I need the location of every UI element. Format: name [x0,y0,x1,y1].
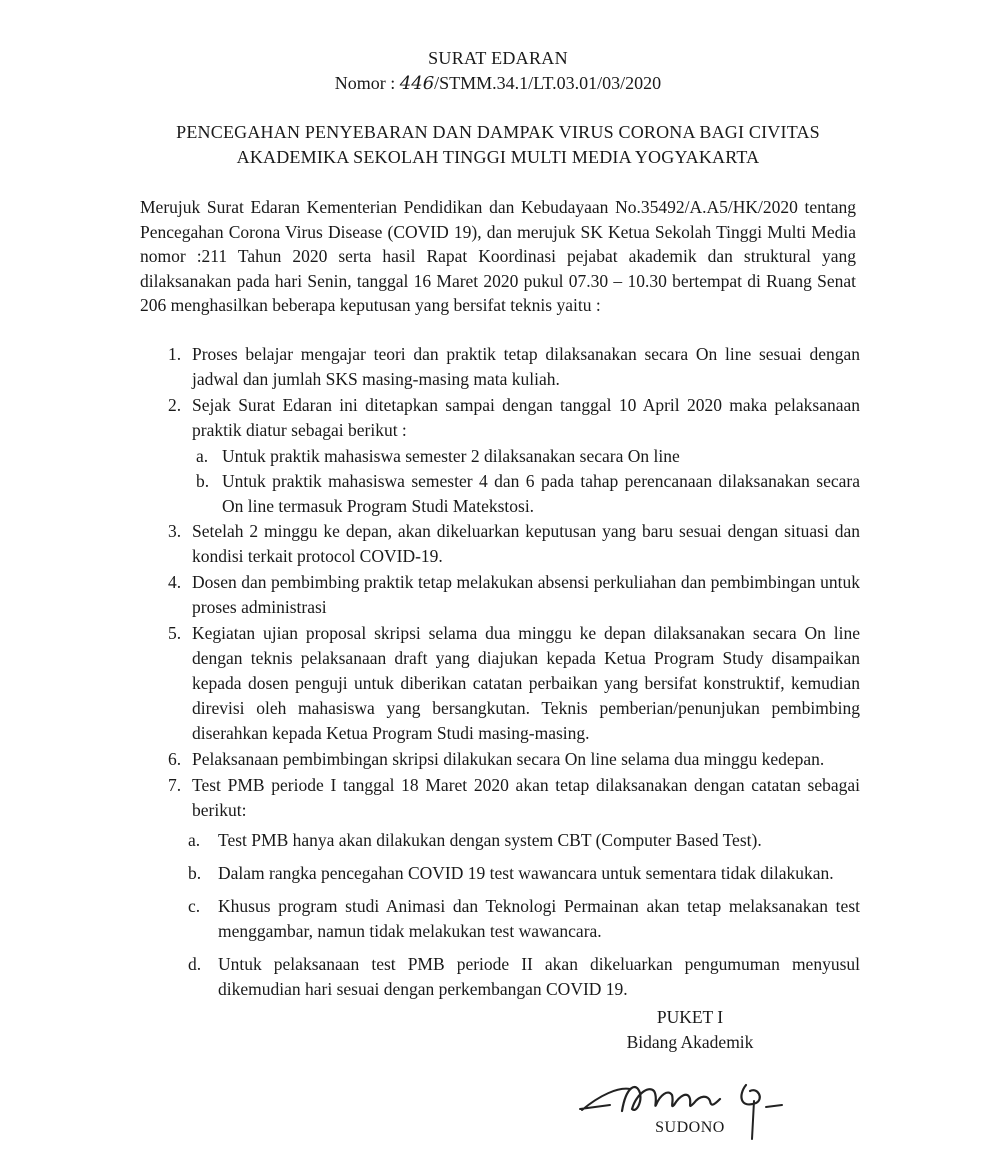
sub-item-letter: c. [188,896,201,916]
item-number: 4. [168,572,182,592]
document-subject [150,120,846,170]
document-number-prefix: Nomor : [334,73,400,93]
intro-paragraph: Merujuk Surat Edaran Kementerian Pendidikan dan Kebudayaan No.35492/A.A5/HK/2020 tentang Pencegahan Corona Virus Disease (COVID 19), dan merujuk SK Ketua Sekolah Tinggi Multi Media nomor :211 Tahun 2020 serta hasil Rapat Koordinasi pejabat akademik dan struktural yang dilaksanakan pada hari Senin, tanggal 16 Maret 2020 pukul 07.30 – 10.30 bertempat di Ruang Senat 206 menghasilkan beberapa keputusan yang bersifat teknis yaitu : [140,197,856,315]
item-number: 6. [168,749,182,769]
subject-line-2: AKADEMIKA SEKOLAH TINGGI MULTI MEDIA YOGYAKARTA [236,147,760,167]
sub-item-letter: a. [188,830,201,850]
list-item [140,393,860,443]
sub-item-text: Test PMB hanya akan dilakukan dengan system CBT (Computer Based Test). [218,830,762,850]
item-text: Dosen dan pembimbing praktik tetap melakukan absensi perkuliahan dan pembimbingan untuk proses administrasi [192,572,860,617]
document-number-handwritten: 446 [399,73,435,94]
document-title: SURAT EDARAN [428,48,568,68]
item-number: 2. [168,395,182,415]
sub-item-text: Untuk pelaksanaan test PMB periode II akan dikeluarkan pengumuman menyusul dikemudian hari sesuai dengan perkembangan COVID 19. [218,954,860,999]
signer-position: PUKET I [656,1007,724,1027]
list-item [140,747,860,772]
sub-item [140,890,860,948]
sub-item-text: Dalam rangka pencegahan COVID 19 test wawancara untuk sementara tidak dilakukan. [218,863,834,883]
document-number-suffix: /STMM.34.1/LT.03.01/03/2020 [434,73,662,93]
sub-item [140,469,860,519]
signer-name: SUDONO [655,1119,725,1136]
item-number: 3. [168,521,182,541]
sub-item [140,857,860,890]
item-number: 5. [168,623,182,643]
item-text: Test PMB periode I tanggal 18 Maret 2020 akan tetap dilaksanakan dengan catatan sebagai berikut: [192,775,860,820]
sub-item [140,444,860,469]
sub-item-text: Khusus program studi Animasi dan Teknologi Permainan akan tetap melaksanakan test menggambar, namun tidak melakukan test wawancara. [218,896,860,941]
document-number [0,71,996,96]
item-text: Kegiatan ujian proposal skripsi selama dua minggu ke depan dilaksanakan secara On line dengan teknis pelaksanaan draft yang diajukan kepada Ketua Program Study disampaikan kepada dosen penguji untuk diberikan catatan perbaikan yang bersifat konstruktif, kemudian direvisi oleh mahasiswa yang bersangkutan. Teknis pemberian/penunjukan pembimbing diserahkan kepada Ketua Program Studi masing-masing. [192,623,860,743]
signature-block [560,1005,820,1055]
sub-item-text: Untuk praktik mahasiswa semester 4 dan 6 pada tahap perencanaan dilaksanakan secara On line termasuk Program Studi Matekstosi. [222,471,860,516]
item-number: 1. [168,344,182,364]
sub-item [140,948,860,1006]
list-item [140,342,860,392]
sub-item-letter: d. [188,954,202,974]
decision-list [140,342,860,1006]
sub-item-letter: a. [196,446,209,466]
sub-item [140,824,860,857]
list-item [140,570,860,620]
item-text: Sejak Surat Edaran ini ditetapkan sampai dengan tanggal 10 April 2020 maka pelaksanaan praktik diatur sebagai berikut : [192,395,860,440]
list-item [140,773,860,823]
subject-line-1: PENCEGAHAN PENYEBARAN DAN DAMPAK VIRUS CORONA BAGI CIVITAS [176,122,820,142]
sub-item-letter: b. [188,863,202,883]
item-text: Setelah 2 minggu ke depan, akan dikeluarkan keputusan yang baru sesuai dengan situasi dan kondisi terkait protocol COVID-19. [192,521,860,566]
signer-unit: Bidang Akademik [626,1032,754,1052]
item-text: Proses belajar mengajar teori dan praktik tetap dilaksanakan secara On line sesuai dengan jadwal dan jumlah SKS masing-masing mata kuliah. [192,344,860,389]
item-text: Pelaksanaan pembimbingan skripsi dilakukan secara On line selama dua minggu kedepan. [192,749,825,769]
list-item [140,621,860,746]
sub-item-text: Untuk praktik mahasiswa semester 2 dilaksanakan secara On line [222,446,680,466]
sub-item-letter: b. [196,471,210,491]
item-number: 7. [168,775,182,795]
list-item [140,519,860,569]
